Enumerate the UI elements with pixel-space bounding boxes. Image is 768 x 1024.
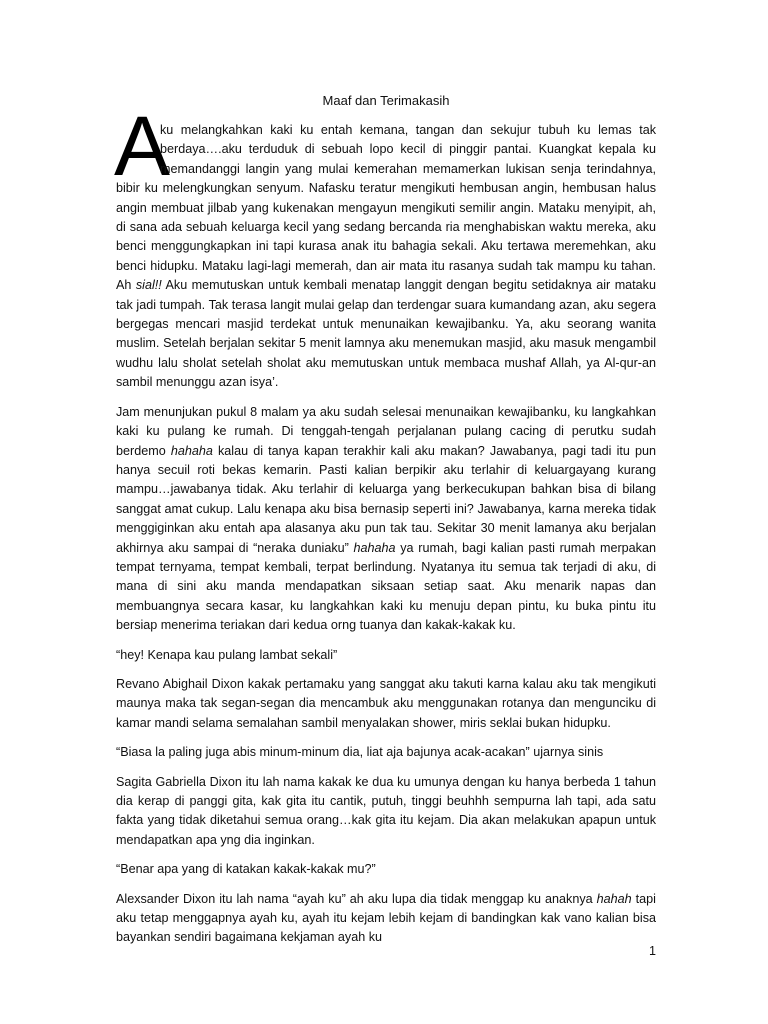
paragraph-4: Revano Abighail Dixon kakak pertamaku yang sanggat aku takuti karna kalau aku tak mengikuti maunya maka tak segan-segan dia mencambuk aku menggunakan rotanya dan mengunciku di kamar mandi selama semalahan sambil menyalakan shower, miris seklai bukan hidupku. — [116, 676, 656, 730]
lead-line-2: berdaya….aku terduduk di sebuah lopo kecil di pinggir pantai. Kuangkat kepala ku — [160, 142, 656, 157]
paragraph-1-text-b: Aku memutuskan untuk kembali menatap langgit dengan begitu setidaknya air mataku tak jadi tumpah. Tak terasa langit mulai gelap dan terdengar suara kumandang azan, aku segera bergegas mencari masjid terdekat untuk menunaikan kewajibanku. Ya, aku seorang wanita muslim. Setelah berjalan sekitar 5 menit lamnya aku menemukan masjid, aku masuk mengambil wudhu lalu sholat setelah sholat aku memutuskan untuk membaca mushaf Allah, ya Al-qur-an sambil menunggu azan isya’. — [116, 278, 656, 390]
document-body — [116, 121, 656, 958]
page-number: 1 — [648, 944, 656, 958]
paragraph-2 — [116, 403, 656, 636]
paragraph-8-text-1: Alexsander Dixon itu lah nama “ayah ku” ah aku lupa dia tidak menggap ku anaknya — [116, 891, 597, 906]
paragraph-2-text-3: ya rumah, bagi kalian pasti rumah merpakan tempat ternyama, tempat kembali, terpat berlindung. Nyatanya itu semua tak terjadi di aku, di mana di sini aku manda mendapatkan siksaan setiap saat. Aku menarik napas dan membuangnya secara kasar, ku langkahkan kaki ku menuju depan pintu, ku buka pintu itu bersiap menerima teriakan dari kedua orng tuanya dan kakak-kakak ku. — [116, 540, 656, 633]
paragraph-2-text-1: Jam menunjukan pukul 8 malam ya aku sudah selesai menunaikan kewajibanku, ku langkahkan kaki ku pulang ke rumah. Di tenggah-tengah perjalanan pulang cacing di perutku sudah berdemo — [116, 404, 656, 458]
paragraph-1-lead — [160, 121, 656, 179]
paragraph-1-text-a: bibir ku melengkungkan senyum. Nafasku teratur mengikuti hembusan angin, hembusan halus angin membuat jilbab yang kukenakan mengayun mengikuti semilir angin. Mataku menyipit, ah, di sana ada sebuah keluarga kecil yang sedang bercanda ria menghabiskan waktu mereka, aku benci menggungkapkan ini tapi kurasa anak itu bahagia sekali. Aku tertawa meremehkan, aku benci hidupku. Mataku lagi-lagi memerah, dan air mata itu rasanya sudah tak mampu ku tahan. Ah — [116, 181, 656, 293]
paragraph-2-text-2: kalau di tanya kapan terakhir kali aku makan? Jawabanya, pagi tadi itu pun hanya secuil roti bekas kemarin. Pasti kalian berpikir aku terlahir di keluargayang kurang mampu…jawabanya tidak. Aku terlahir di keluarga yang berkecukupan bahkan bisa di bilang sanggat amat cukup. Lalu kenapa aku bisa bernasip seperti ini? Jawabanya, karna mereka tidak menggiginkan aku entah apa alasanya aku pun tak tau. Sekitar 30 menit lamanya aku berjalan akhirnya aku sampai di “neraka duniaku” — [116, 443, 656, 555]
paragraph-5: “Biasa la paling juga abis minum-minum dia, liat aja bajunya acak-acakan” ujarnya sinis — [116, 745, 604, 760]
paragraph-8-text-2: tapi aku tetap menggapnya ayah ku, ayah itu kejam lebih kejam di bandingkan kak vano kalian bisa bayankan sendiri bagaimana kekjaman ayah ku — [116, 891, 656, 945]
lead-line-3: memandanggi langin yang mulai kemerahan memamerkan lukisan senja terindahnya, — [160, 161, 656, 176]
paragraph-1-emphasis: sial!! — [135, 278, 162, 293]
paragraph-7: “Benar apa yang di katakan kakak-kakak mu?” — [116, 862, 376, 877]
paragraph-8-emphasis: hahah — [596, 891, 632, 906]
paragraph-8 — [116, 890, 656, 948]
paragraph-6: Sagita Gabriella Dixon itu lah nama kakak ke dua ku umunya dengan ku hanya berbeda 1 tahun dia kerap di panggi gita, kak gita itu cantik, putuh, tinggi beuhhh sempurna lah tapi, ada satu fakta yang tidak diketahui semua orang…kak gita itu kejam. Dia akan melakukan apapun untuk mendapatkan apa yng dia inginkan. — [116, 774, 656, 847]
paragraph-2-emphasis-2: hahaha — [353, 540, 396, 555]
paragraph-1 — [116, 121, 656, 393]
paragraph-3: “hey! Kenapa kau pulang lambat sekali” — [116, 647, 338, 662]
drop-cap: A — [114, 99, 171, 193]
lead-line-1: ku melangkahkan kaki ku entah kemana, tangan dan sekujur tubuh ku lemas tak — [160, 123, 656, 137]
paragraph-2-emphasis-1: hahaha — [170, 443, 213, 458]
document-title: Maaf dan Terimakasih — [322, 93, 450, 108]
